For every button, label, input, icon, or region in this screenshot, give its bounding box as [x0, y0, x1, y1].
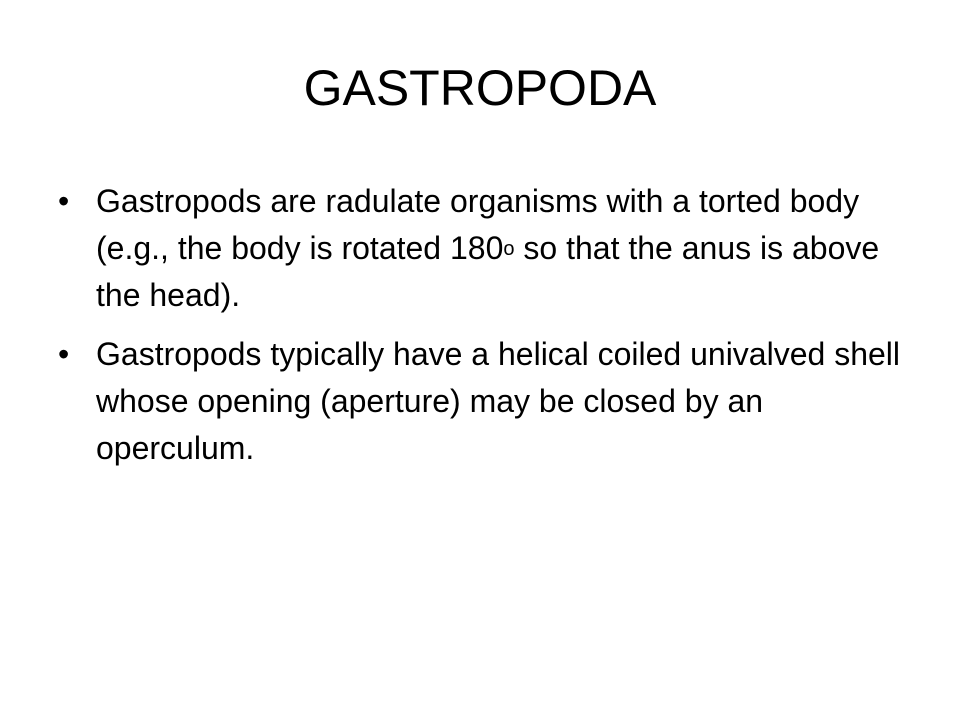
slide-title: GASTROPODA — [303, 60, 657, 116]
bullet-item-torsion — [58, 178, 908, 319]
bullet-text-part: Gastropods are radulate organisms with a torted body (e.g., the body is rotated 180 — [96, 183, 860, 266]
bullet-marker: • — [58, 183, 70, 219]
degree-superscript: o — [503, 238, 515, 260]
bullet-text: Gastropods typically have a helical coiled univalved shell whose opening (aperture) may be closed by an operculum. — [96, 336, 900, 466]
bullet-text-part: so that the anus is above the head). — [96, 230, 880, 313]
bullet-marker: • — [58, 336, 70, 372]
bullet-list — [58, 178, 908, 484]
bullet-item-shell — [58, 331, 908, 472]
